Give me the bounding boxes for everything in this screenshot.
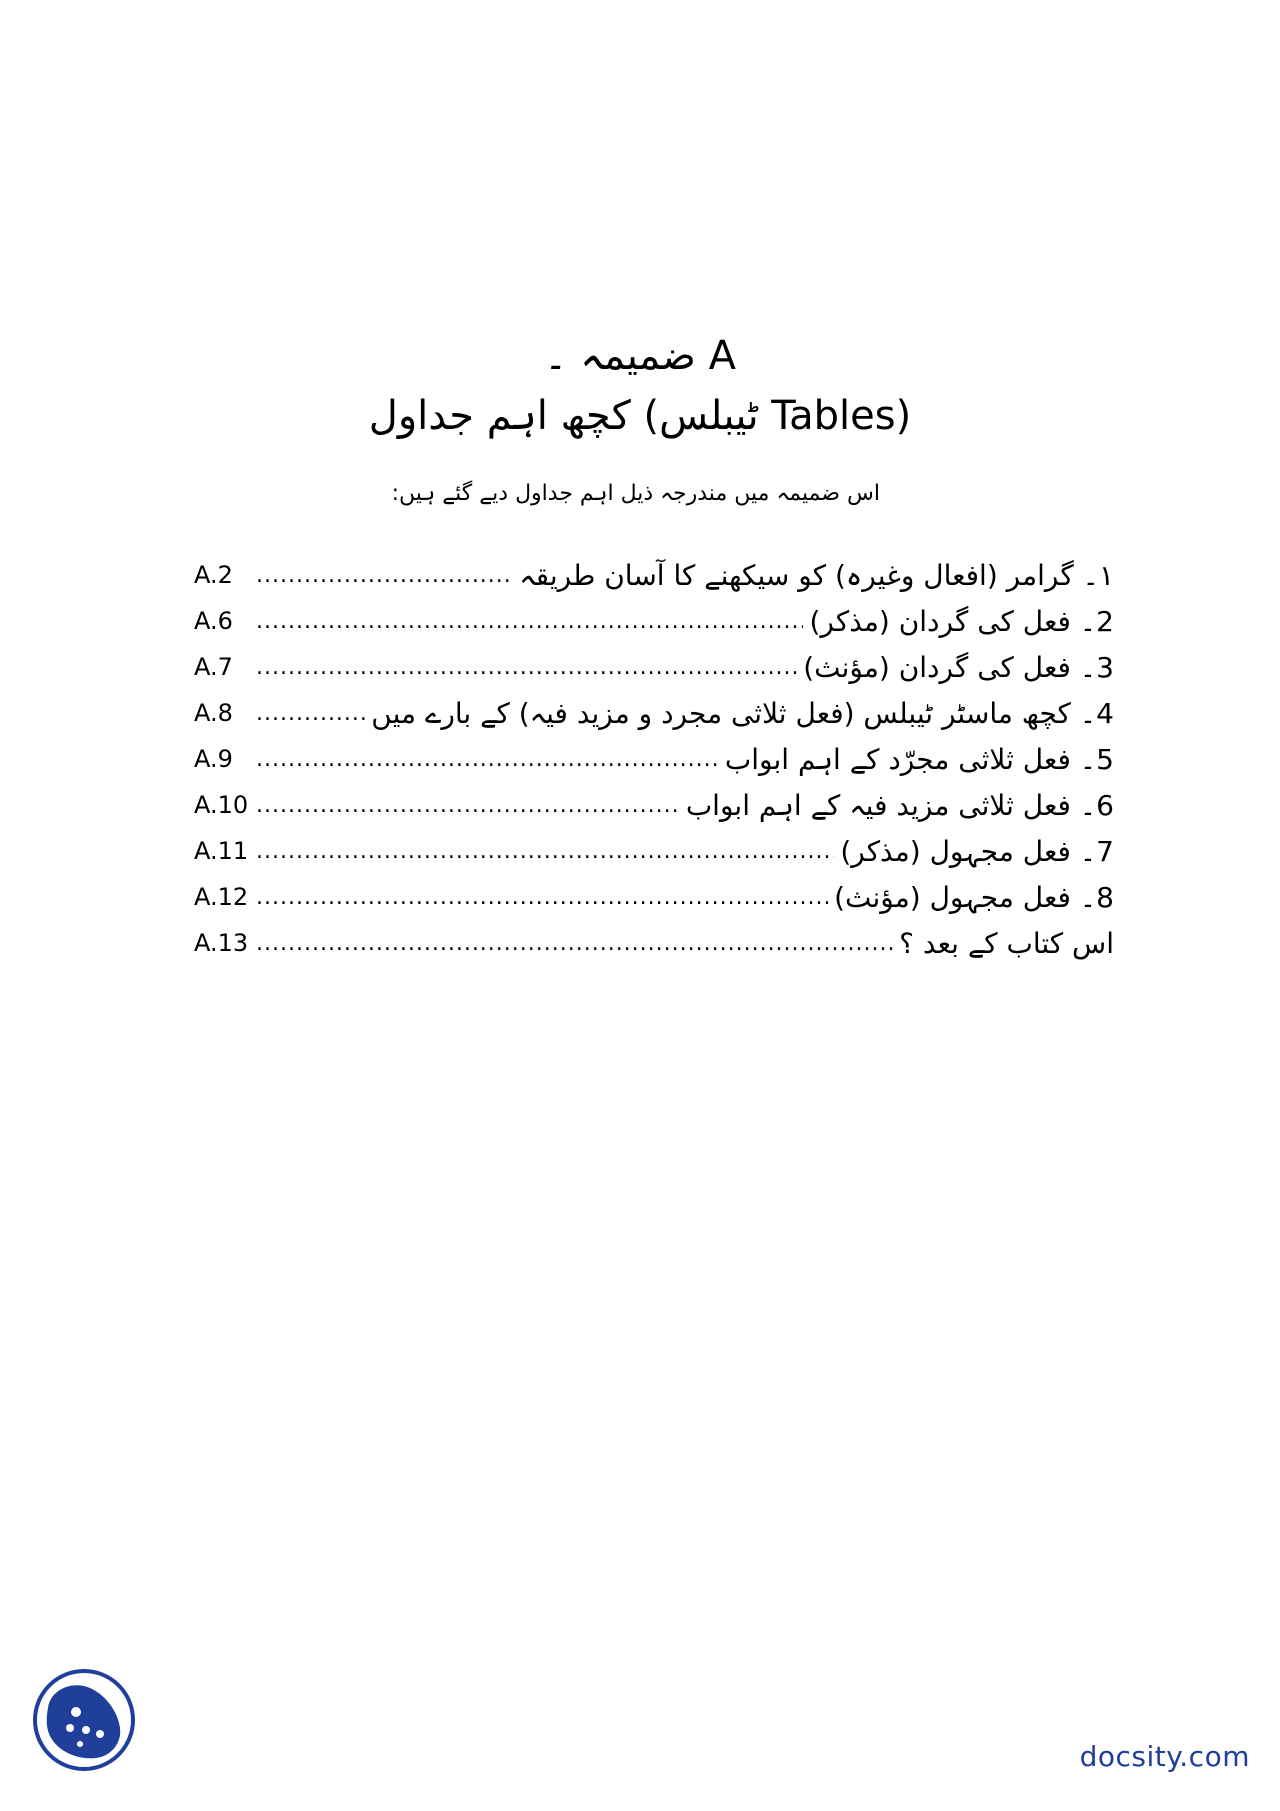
toc-leader-dots <box>256 701 365 726</box>
toc-row <box>194 598 1114 644</box>
toc-row <box>194 644 1114 690</box>
toc-leader-dots <box>256 839 834 864</box>
toc-page-number: A.8 <box>194 699 233 727</box>
toc-row <box>194 736 1114 782</box>
toc-label: اس کتاب کے بعد ؟ <box>899 926 1114 960</box>
toc-page-number: A.13 <box>194 929 249 957</box>
toc-leader-dots <box>256 609 803 634</box>
docsity-brand-text: docsity.com <box>1079 1740 1250 1773</box>
toc-row <box>194 690 1114 736</box>
toc-page-number: A.10 <box>194 791 249 819</box>
toc-row <box>194 828 1114 874</box>
toc-leader-dots <box>256 793 680 818</box>
toc-page-number: A.12 <box>194 883 249 911</box>
docsity-logo-icon <box>32 1668 136 1772</box>
toc-leader-dots <box>256 563 513 588</box>
toc-row <box>194 874 1114 920</box>
toc-page-number: A.7 <box>194 653 233 681</box>
toc-page-number: A.11 <box>194 837 249 865</box>
appendix-subtitle: کچھ اہم جداول (ٹیبلس Tables) <box>368 393 912 439</box>
toc-label: ١۔ گرامر (افعال وغیرہ) کو سیکھنے کا آسان طریقہ <box>519 558 1114 592</box>
toc-row <box>194 920 1114 966</box>
toc-label: 6۔ فعل ثلاثی مزید فیہ کے اہم ابواب <box>685 788 1114 822</box>
toc-leader-dots <box>256 655 797 680</box>
toc-leader-dots <box>256 747 719 772</box>
intro-text: اس ضمیمہ میں مندرجہ ذیل اہم جداول دیے گئے ہیں: <box>391 481 880 506</box>
toc-leader-dots <box>256 885 828 910</box>
table-of-contents <box>194 552 1114 966</box>
toc-page-number: A.6 <box>194 607 233 635</box>
toc-label: 2۔ فعل کی گردان (مذکر) <box>809 604 1114 638</box>
toc-page-number: A.2 <box>194 561 233 589</box>
toc-label: 3۔ فعل کی گردان (مؤنث) <box>803 650 1114 684</box>
toc-label: 5۔ فعل ثلاثی مجرّد کے اہم ابواب <box>724 742 1114 776</box>
toc-leader-dots <box>256 931 893 956</box>
toc-label: 8۔ فعل مجہول (مؤنث) <box>834 880 1114 914</box>
toc-row <box>194 552 1114 598</box>
toc-row <box>194 782 1114 828</box>
toc-label: 7۔ فعل مجہول (مذکر) <box>840 834 1114 868</box>
toc-label: 4۔ کچھ ماسٹر ٹیبلس (فعل ثلاثی مجرد و مزید فیہ) کے بارے میں <box>371 696 1114 730</box>
appendix-title: ضمیمہ ۔ A <box>544 333 736 379</box>
toc-page-number: A.9 <box>194 745 233 773</box>
